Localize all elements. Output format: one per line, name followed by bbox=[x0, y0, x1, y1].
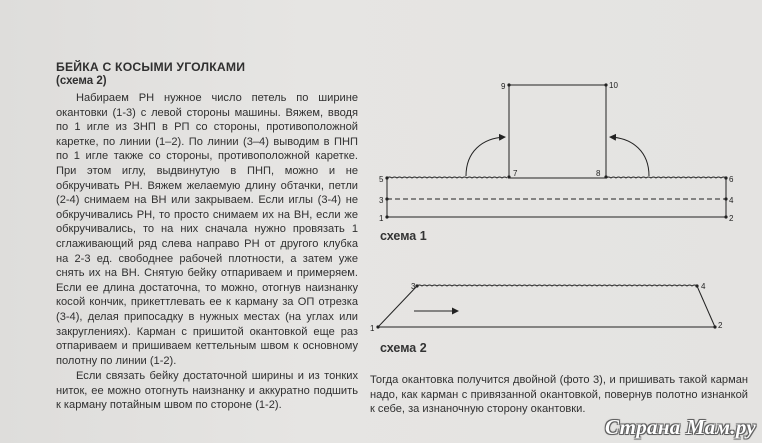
scheme-2-label-1: 1 bbox=[370, 324, 375, 333]
article-paragraph-1: Набираем РН нужное число петель по ширине окантовки (1-3) с левой стороны машины. Вяжем, вводя по 1 игле из ЗНП в РП со стороны, противоположной каретке, по линии (1–2). По линии (3–4) выводим в ПНП по 1 игле также со стороны, противоположной каретке. При этом иглу, выдвинутую в ПНП, можно и не обкручивать РН. Вяжем желаемую длину обтачки, петли (2-4) снимаем на ВН или закрываем. Если иглы (3-4) не обкручивались РН, то просто снимаем их на ВН, если же обкручивались, то на них сначала нужно провязать 1 сглаживающий ряд слева направо РН от другого клубка на 2-3 ед. свободнее рабочей плотности, а затем уже снять их на ВН. Снятую бейку отпариваем и примеряем. Если ее длина достаточна, то можно, отогнув наизнанку косой кончик, прикеттлевать ее к карману за ОП отрезка (3-4), делая припосадку в нужных местах (на углах или закруглениях). Карман с пришитой окантовкой еще раз отпариваем и пришиваем кеттельным швом к основному полотну по линии (1-2). bbox=[56, 92, 358, 367]
scheme-1-label-1: 1 bbox=[379, 214, 384, 223]
right-fold-arrow bbox=[610, 137, 649, 176]
article-column bbox=[56, 60, 358, 413]
scheme-2-label-3: 3 bbox=[411, 282, 416, 291]
scheme-1-label-6: 6 bbox=[729, 175, 734, 184]
scheme-1-label-5: 5 bbox=[379, 175, 384, 184]
knitting-diagrams bbox=[362, 70, 762, 370]
article-paragraph-2: Если связать бейку достаточной ширины и из тонких ниток, ее можно отогнуть наизнанку и аккуратно подшить к карману потайным швом по стороне (1-2). bbox=[56, 370, 358, 412]
pocket-outline bbox=[509, 85, 606, 177]
continuation-paragraph: Тогда окантовка получится двойной (фото 3), и пришивать такой карман надо, как карман с привязанной окантовкой, повернув полотно изнанкой к себе, за изнаночную сторону окантовки. bbox=[370, 374, 748, 416]
scheme-2-right-slant bbox=[697, 286, 715, 327]
article-subtitle: (схема 2) bbox=[56, 75, 107, 87]
scheme-1-label-2: 2 bbox=[729, 214, 734, 223]
scheme-2-label-2: 2 bbox=[718, 321, 723, 330]
scheme-2-points bbox=[376, 284, 716, 328]
site-watermark: Страна Мам.ру bbox=[604, 415, 756, 439]
scheme-1-label-7: 7 bbox=[513, 169, 518, 178]
scheme-2-left-slant bbox=[378, 286, 417, 327]
scheme-1-caption: схема 1 bbox=[380, 229, 427, 243]
article-title: БЕЙКА С КОСЫМИ УГОЛКАМИ bbox=[56, 60, 246, 74]
scheme-2-caption: схема 2 bbox=[380, 341, 427, 355]
scheme-1-top-edge-left bbox=[387, 177, 507, 178]
scheme-2-top-edge bbox=[417, 285, 697, 286]
scheme-1-drawing bbox=[387, 85, 726, 217]
scheme-2-label-4: 4 bbox=[701, 282, 706, 291]
continuation-text bbox=[370, 373, 748, 417]
left-fold-arrow bbox=[466, 137, 505, 176]
scheme-1-points bbox=[385, 83, 727, 218]
scheme-1-label-4: 4 bbox=[729, 196, 734, 205]
scheme-1-label-8: 8 bbox=[596, 169, 601, 178]
scheme-1-top-edge-right bbox=[606, 177, 726, 178]
scheme-1-label-3: 3 bbox=[379, 196, 384, 205]
scheme-2-drawing bbox=[378, 285, 715, 327]
scheme-1-label-9: 9 bbox=[501, 82, 506, 91]
scheme-1-label-10: 10 bbox=[609, 81, 618, 90]
